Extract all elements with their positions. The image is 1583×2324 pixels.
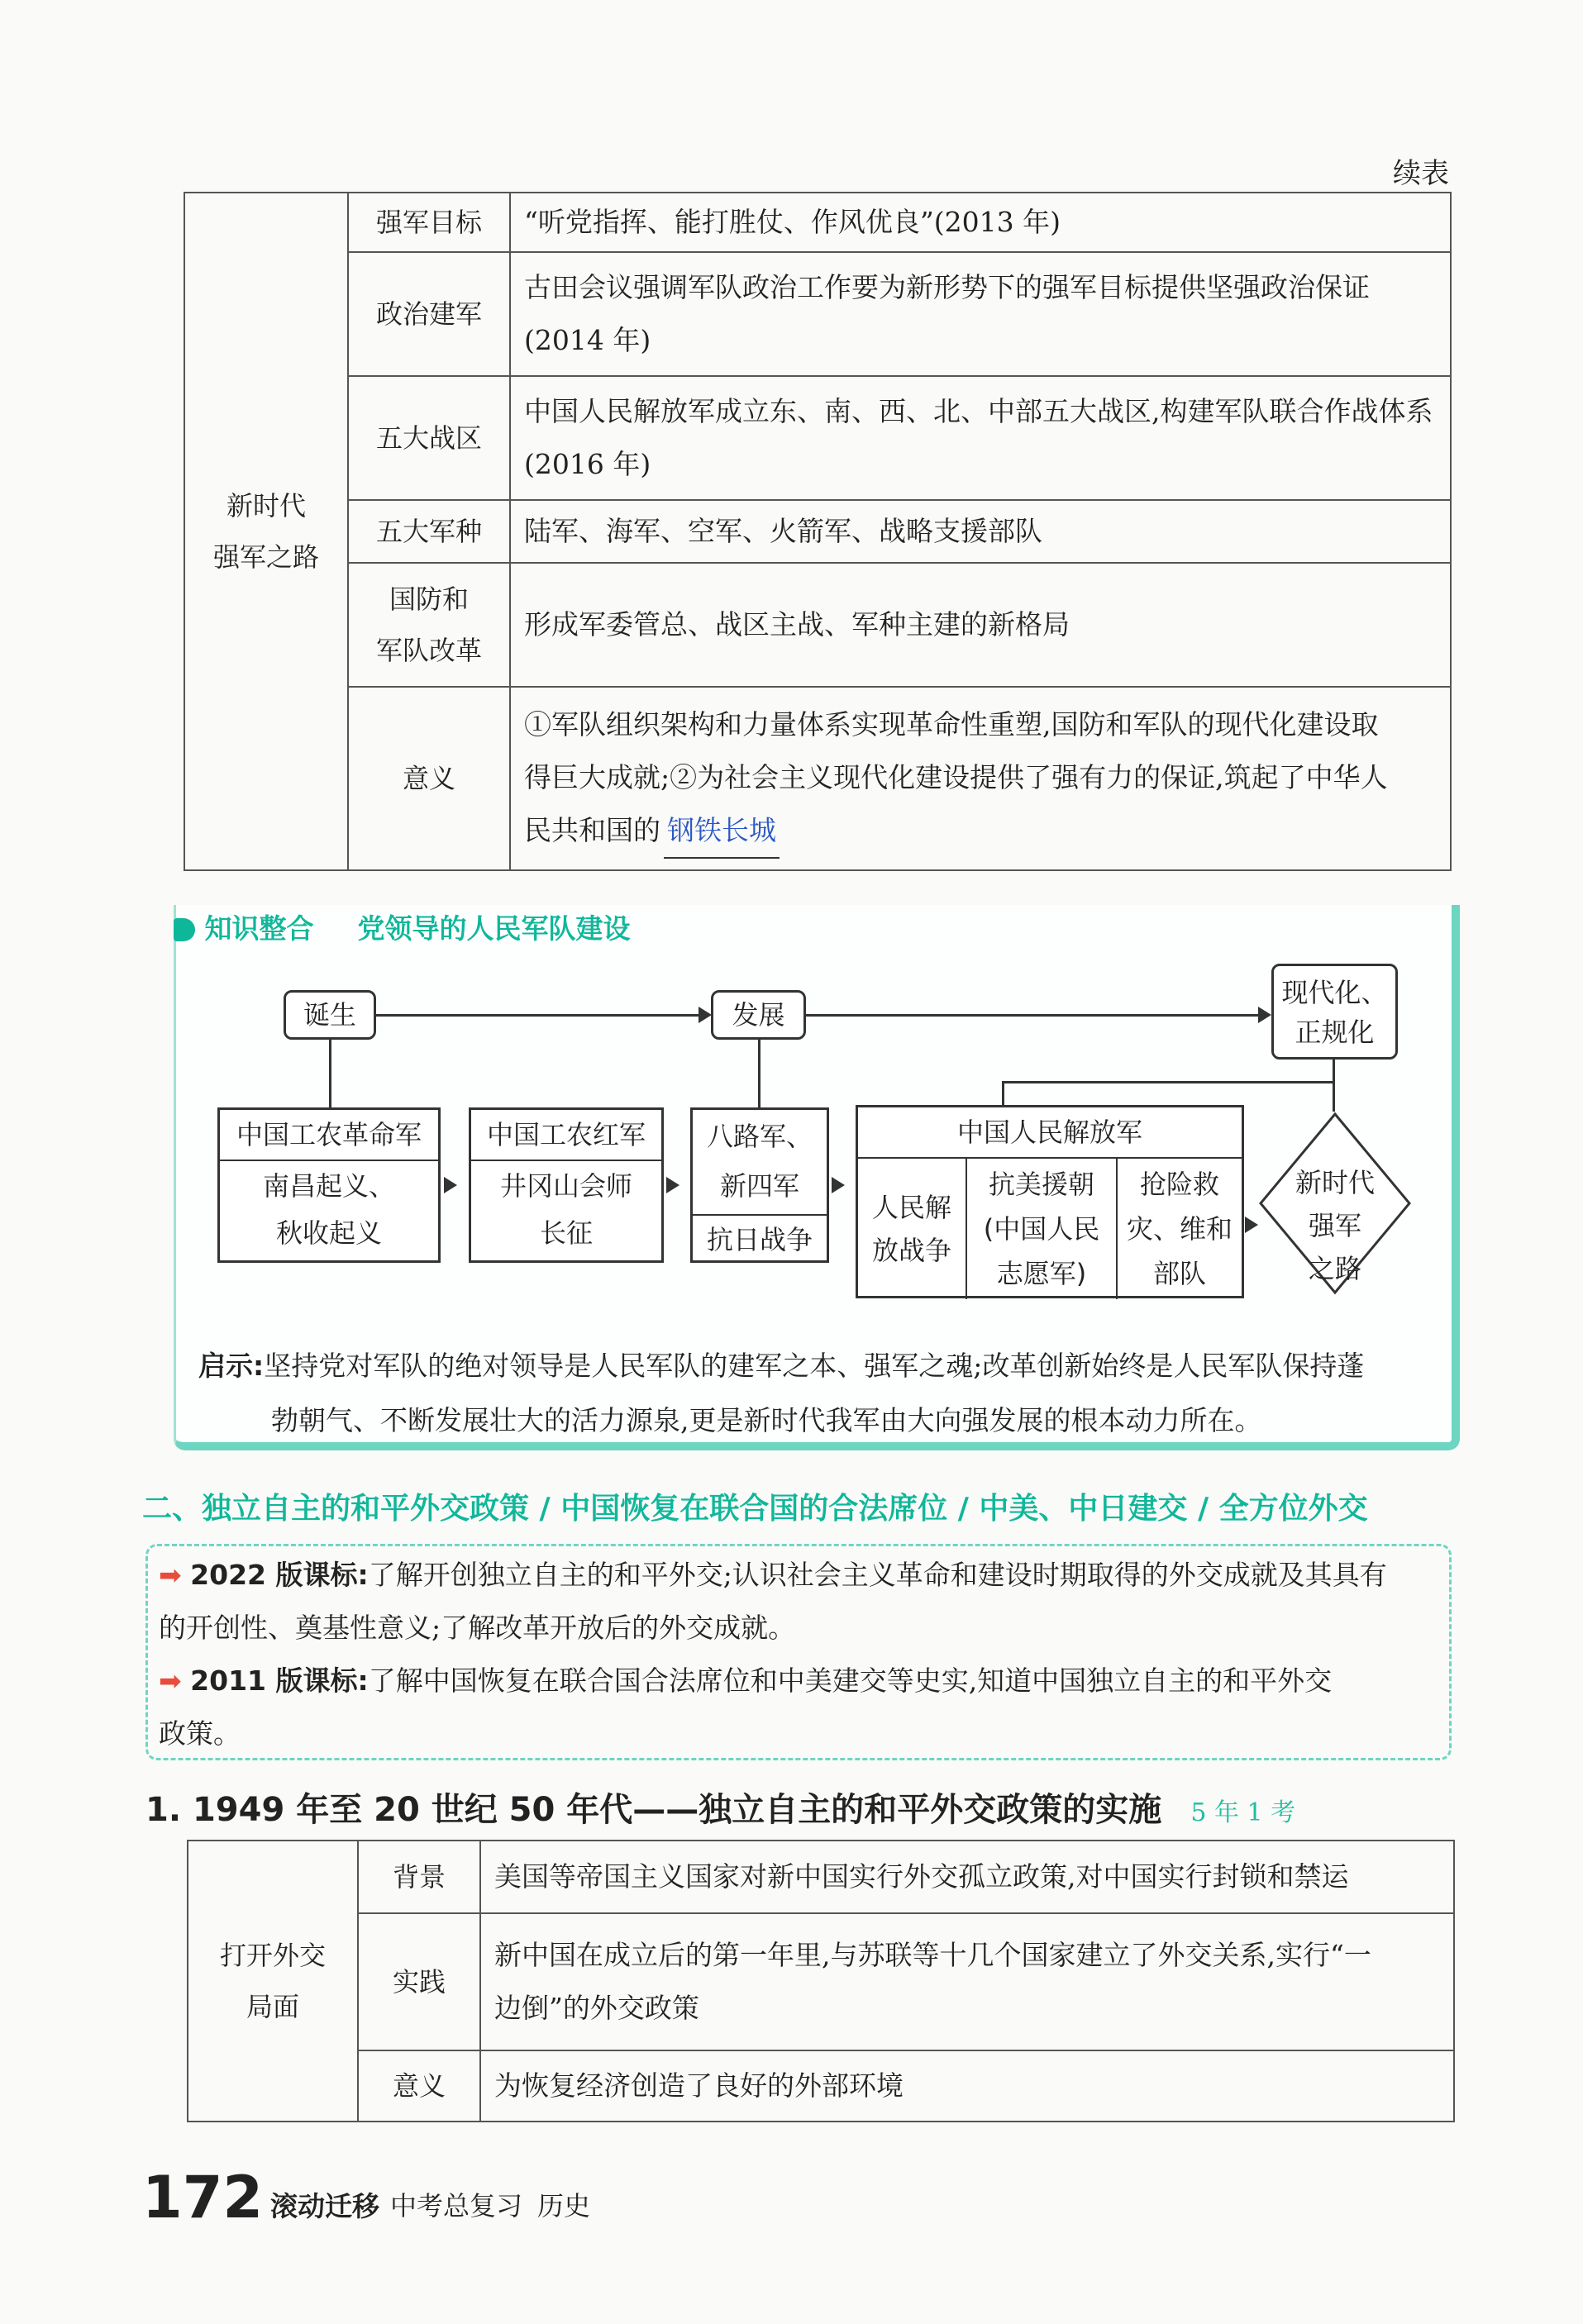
birth-box: 诞生: [284, 990, 376, 1040]
answer-blank: 钢铁长城: [664, 804, 780, 859]
diplomacy-table: [187, 1840, 1455, 2122]
row-content: 中国人民解放军成立东、南、西、北、中部五大战区,构建军队联合作战体系 (2016 年): [510, 376, 1451, 500]
insight-text: 启示:坚持党对军队的绝对领导是人民军队的建军之本、强军之魂;改革创新始终是人民军队保持蓬 勃朝气、不断发展壮大的活力源泉,更是新时代我军由大向强发展的根本动力所在。: [198, 1350, 1365, 1436]
row-content: 形成军委管总、战区主战、军种主建的新格局: [510, 563, 1451, 687]
exam-frequency: 5 年 1 考: [1190, 1798, 1296, 1827]
row-content: 新中国在成立后的第一年里,与苏联等十几个国家建立了外交关系,实行“一 边倒”的外交政策: [480, 1913, 1454, 2050]
row-label: 意义: [358, 2050, 480, 2122]
army4-box: 中国人民解放军 人民解 放战争 抗美援朝 (中国人民 志愿军) 抢险救 灾、维和 部队: [856, 1105, 1244, 1298]
army2-box: 中国工农红军 井冈山会师 长征: [469, 1107, 664, 1263]
army-table: [184, 192, 1452, 871]
section2-title: 二、独立自主的和平外交政策 / 中国恢复在联合国的合法席位 / 中美、中日建交 / 全方位外交: [142, 1492, 1368, 1526]
army1-box: 中国工农革命军 南昌起义、 秋收起义: [217, 1107, 441, 1263]
standards-text: ➡ 2022 版课标:了解开创独立自主的和平外交;认识社会主义革命和建设时期取得的外交成就及其具有 的开创性、奠基性意义;了解改革开放后的外交成就。 ➡ 2011 版课标:了解中国恢复在联合国合法席位和中美建交等史实,知道中国独立自主的和平外交 政策。: [159, 1559, 1387, 1750]
row-label: 背景: [358, 1841, 480, 1913]
arrow-right-icon: ➡: [159, 1664, 182, 1697]
continued-label: 续表: [1393, 157, 1449, 190]
page-number: 172: [142, 2164, 264, 2231]
row-label: 五大军种: [348, 500, 510, 563]
army3-box: 八路军、 新四军 抗日战争: [690, 1107, 829, 1263]
row-content: 美国等帝国主义国家对新中国实行外交孤立政策,对中国实行封锁和禁运: [480, 1841, 1454, 1913]
subsection1-title: 1. 1949 年至 20 世纪 50 年代——独立自主的和平外交政策的实施 5 年 1 考: [145, 1791, 1296, 1829]
row-label: 五大战区: [348, 376, 510, 500]
row-label: 政治建军: [348, 252, 510, 376]
row-label: 国防和 军队改革: [348, 563, 510, 687]
table1-category: 新时代 强军之路: [184, 193, 348, 870]
row-label: 强军目标: [348, 193, 510, 252]
row-content: 为恢复经济创造了良好的外部环境: [480, 2050, 1454, 2122]
row-content: “听党指挥、能打胜仗、作风优良”(2013 年): [510, 193, 1451, 252]
row-label: 实践: [358, 1913, 480, 2050]
integration-header: 知识整合 党领导的人民军队建设: [174, 907, 631, 946]
row-content: 陆军、海军、空军、火箭军、战略支援部队: [510, 500, 1451, 563]
table2-category: 打开外交 局面: [188, 1841, 358, 2122]
footer-brand: 滚动迁移: [270, 2190, 379, 2222]
row-label: 意义: [348, 687, 510, 870]
arrow-right-icon: ➡: [159, 1559, 182, 1591]
diamond-text: 新时代 强军 之路: [1295, 1167, 1375, 1284]
row-content: ①军队组织架构和力量体系实现革命性重塑,国防和军队的现代化建设取 得巨大成就;②为社会主义现代化建设提供了强有力的保证,筑起了中华人 民共和国的 钢铁长城: [510, 687, 1451, 870]
row-content: 古田会议强调军队政治工作要为新形势下的强军目标提供坚强政治保证 (2014 年): [510, 252, 1451, 376]
footer-series: 中考总复习: [390, 2190, 523, 2222]
integration-tag-icon: [174, 918, 195, 941]
footer-subject: 历史: [537, 2190, 591, 2222]
develop-box: 发展: [711, 990, 806, 1040]
modern-box: 现代化、 正规化: [1271, 964, 1398, 1060]
